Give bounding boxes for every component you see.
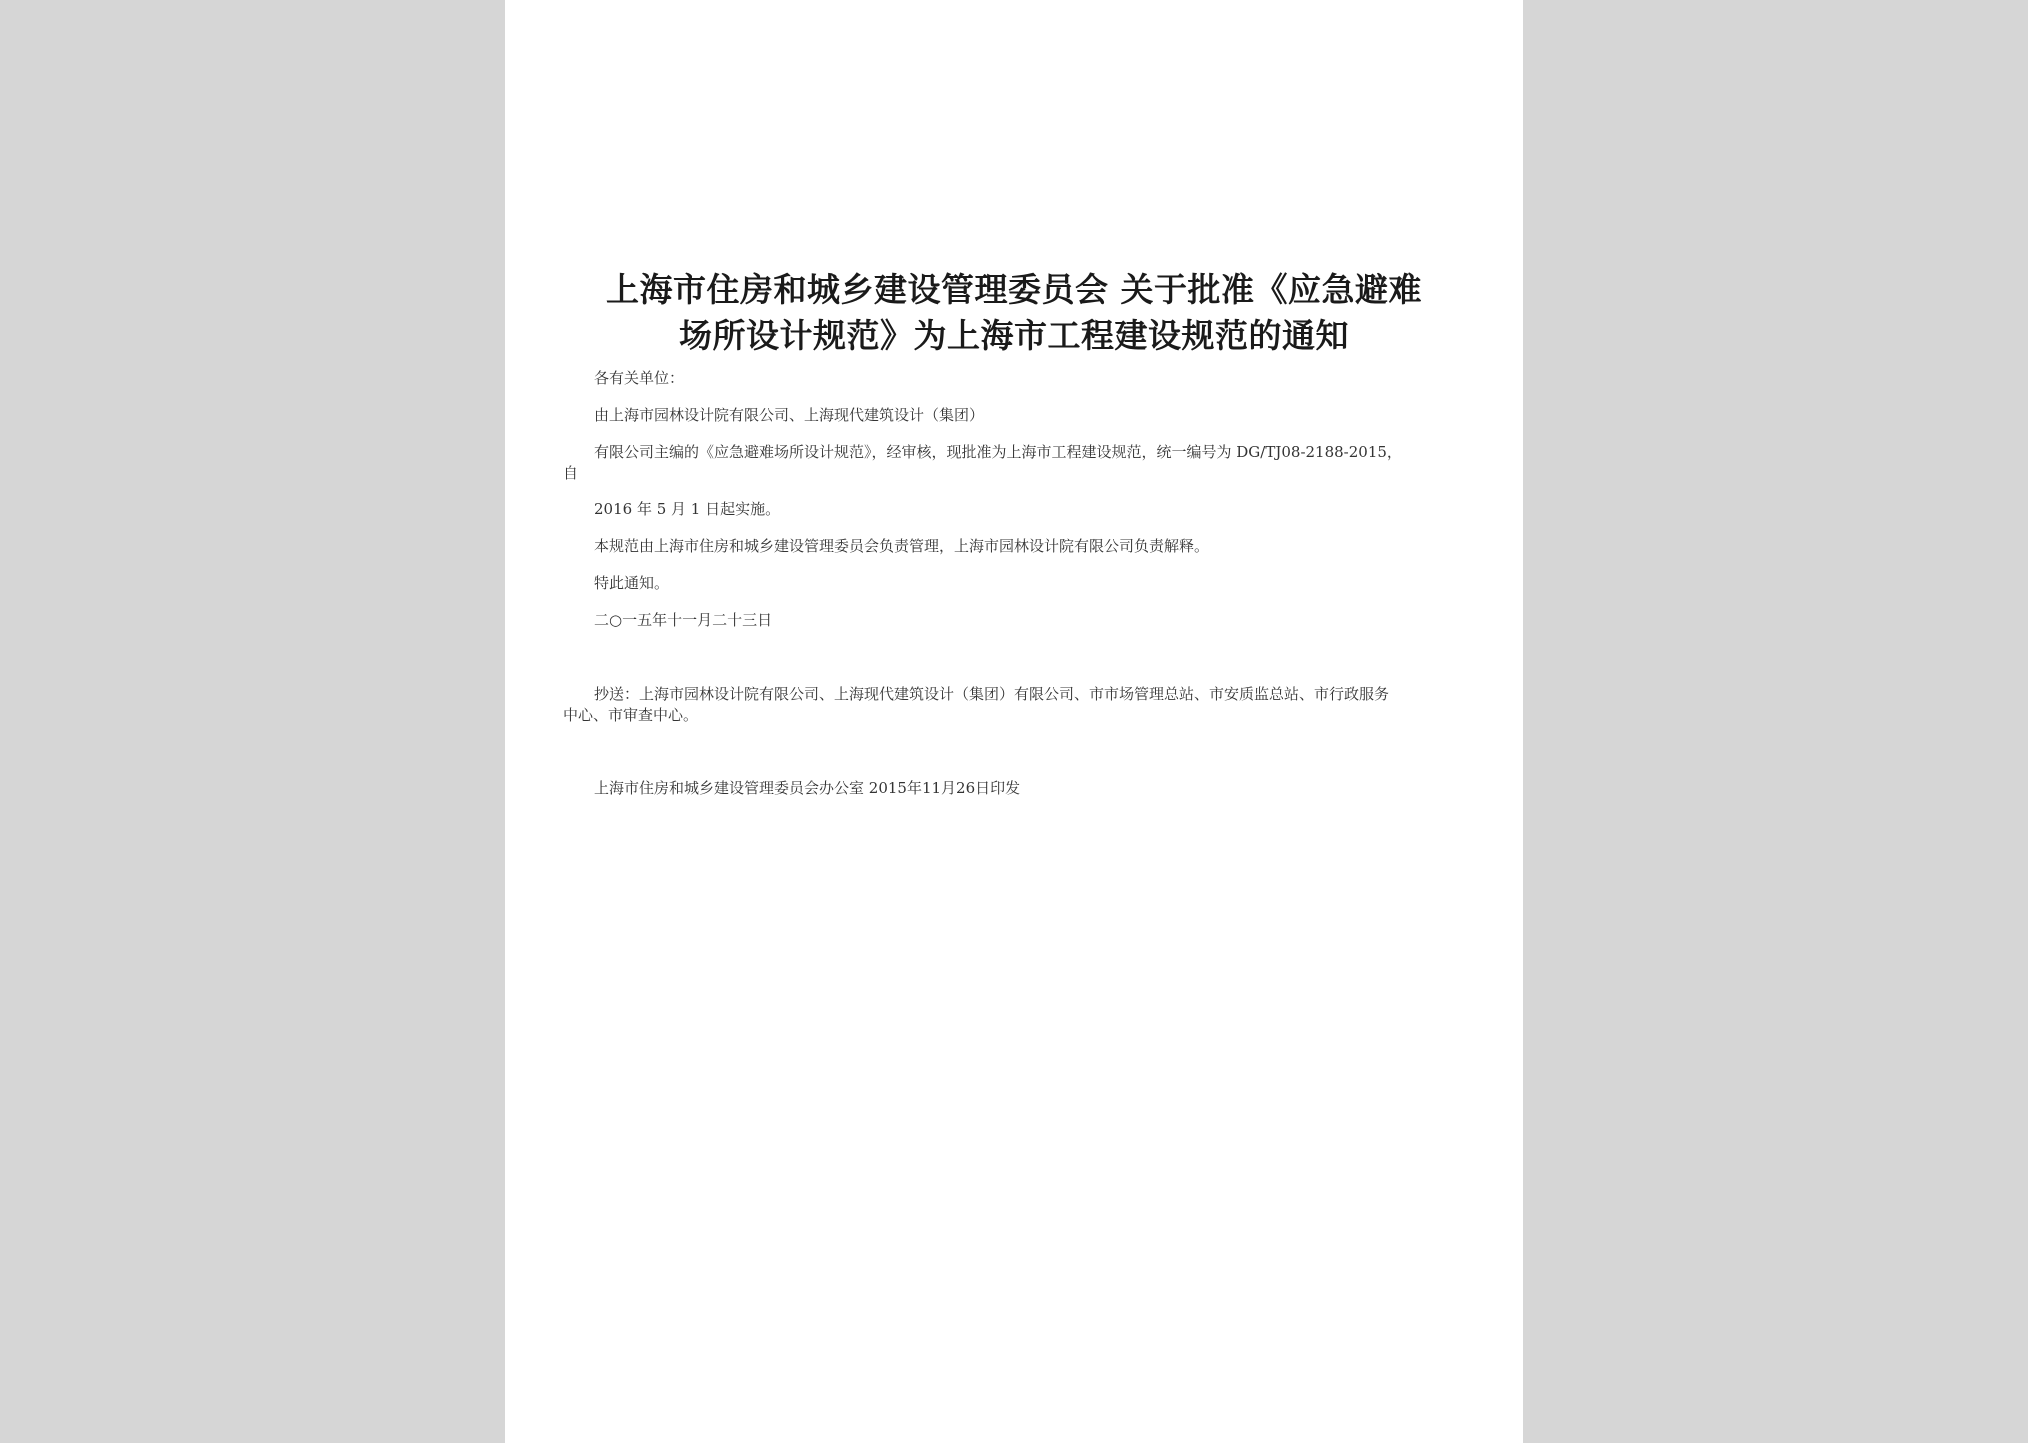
paragraph-4: 本规范由上海市住房和城乡建设管理委员会负责管理，上海市园林设计院有限公司负责解释。 xyxy=(594,537,1210,555)
paragraph-2: 有限公司主编的《应急避难场所设计规范》，经审核，现批准为上海市工程建设规范，统一编号为 DG/TJ08-2188-2015， xyxy=(594,443,1402,461)
issuer-line: 上海市住房和城乡建设管理委员会办公室 2015年11月26日印发 xyxy=(594,779,1021,797)
paragraph-3: 2016 年 5 月 1 日起实施。 xyxy=(594,500,781,518)
document-title-line-1: 上海市住房和城乡建设管理委员会 关于批准《应急避难 xyxy=(606,270,1422,309)
salutation: 各有关单位： xyxy=(594,369,685,387)
document-title-line-2: 场所设计规范》为上海市工程建设规范的通知 xyxy=(679,316,1349,355)
paragraph-2-wrap: 自 xyxy=(563,464,579,482)
cc-line-1: 抄送：上海市园林设计院有限公司、上海现代建筑设计（集团）有限公司、市市场管理总站、市安质监总站、市行政服务 xyxy=(594,685,1390,703)
document-page xyxy=(505,0,1523,1443)
issue-date: 二○一五年十一月二十三日 xyxy=(594,611,773,629)
cc-line-2: 中心、市审查中心。 xyxy=(563,706,699,724)
closing-remark: 特此通知。 xyxy=(594,574,670,592)
paragraph-1: 由上海市园林设计院有限公司、上海现代建筑设计（集团） xyxy=(594,406,985,424)
